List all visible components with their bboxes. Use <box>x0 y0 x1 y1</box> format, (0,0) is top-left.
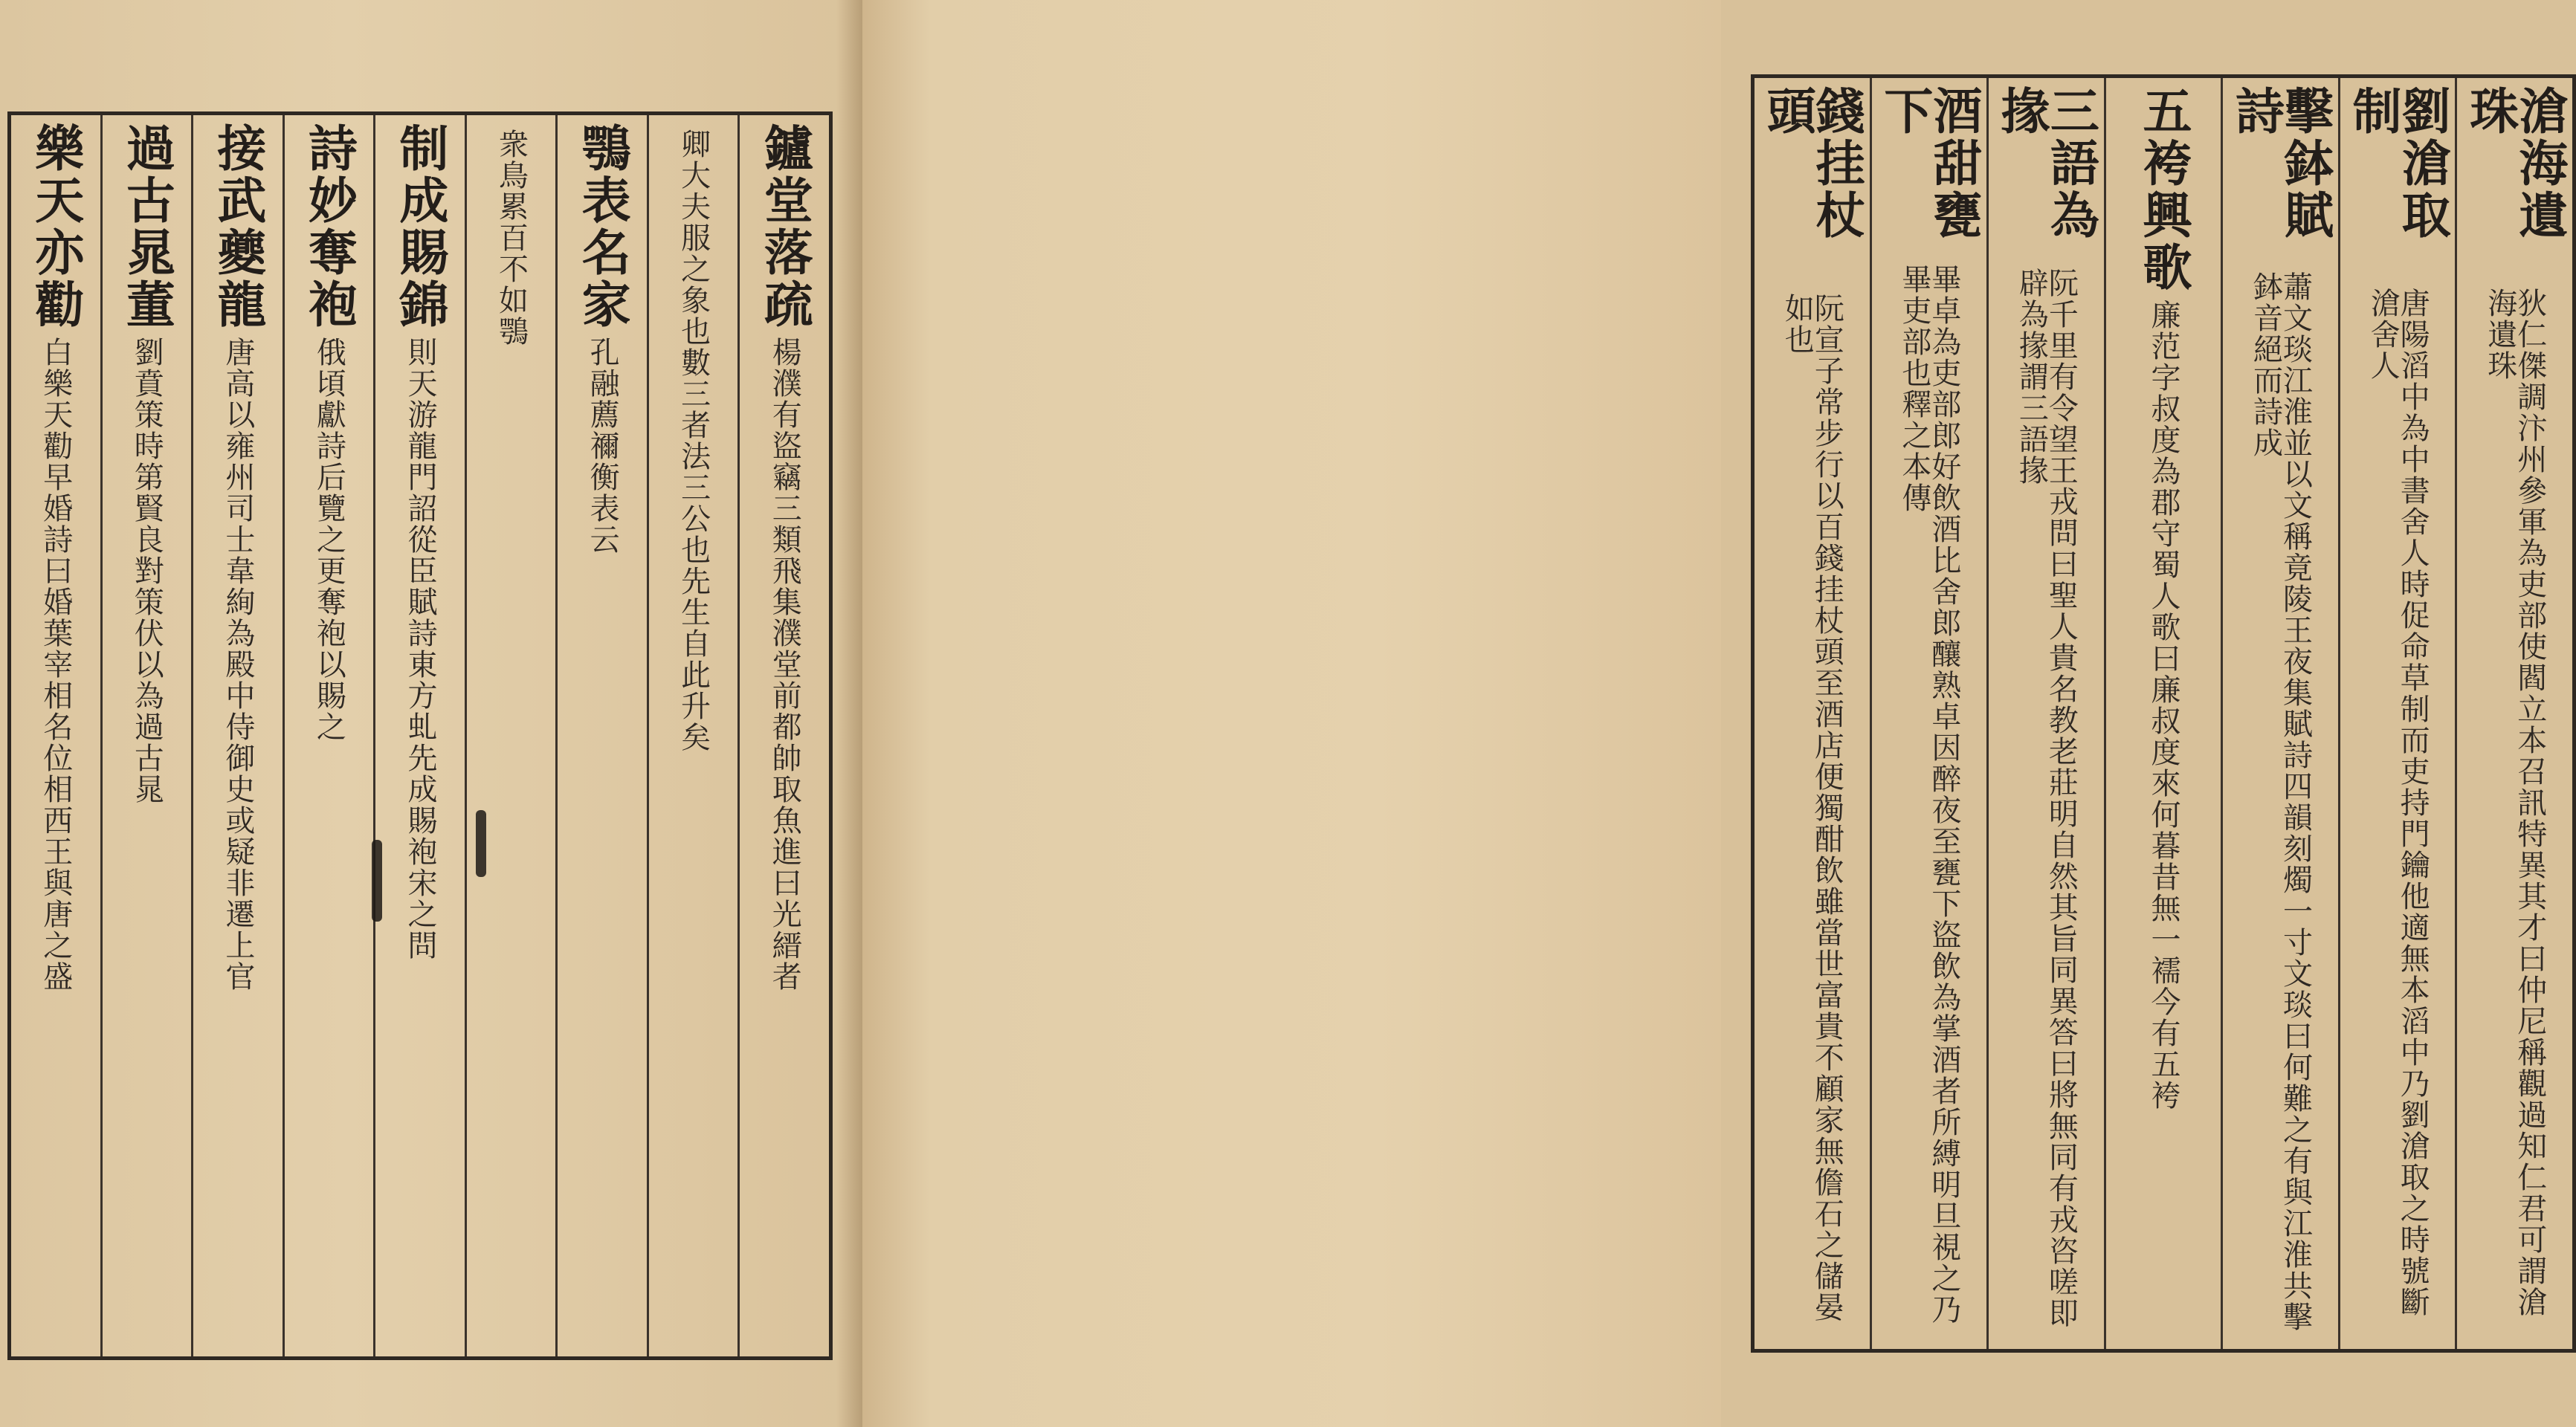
entry-note: 俄頃獻詩后覽之更奪袍以賜之 <box>311 337 346 742</box>
entry-heading: 三語為掾 <box>1992 85 2100 242</box>
entry-heading: 五袴興歌 <box>2134 85 2192 294</box>
left-text-frame <box>7 111 833 1360</box>
left-column-6 <box>283 115 374 1356</box>
right-page <box>862 0 2569 1427</box>
entry-note: 白樂天勸早婚詩曰婚葉宰相名位相西王與唐之盛 <box>38 337 73 992</box>
right-column-5 <box>1986 78 2104 1349</box>
entry-heading: 劉滄取制 <box>2344 85 2452 242</box>
left-column-5 <box>373 115 465 1356</box>
entry-note: 蕭文琰江淮並以文稱竟陵王夜集賦詩四韻刻燭一寸文琰曰何難之有與江淮共擊鉢音絕而詩成 <box>2248 271 2313 1333</box>
entry-note: 阮千里有令望王戎問曰聖人貴名教老莊明自然其旨同異答曰將無同有戎咨嗟即辟為掾謂三語掾 <box>2014 267 2079 1329</box>
entry-heading: 鑪堂落疏 <box>755 123 814 331</box>
right-column-3 <box>2221 78 2338 1349</box>
entry-heading: 鶚表名家 <box>573 123 632 331</box>
left-column-8 <box>100 115 192 1356</box>
entry-heading: 酒甜甕下 <box>1875 85 1983 242</box>
entry-note: 阮宣子常步行以百錢挂杖頭至酒店便獨酣飲雖當世富貴不顧家無儋石之儲晏如也 <box>1780 292 1844 1323</box>
entry-note: 卿大夫服之象也數三者法三公也先生自此升矣 <box>676 129 711 753</box>
entry-note: 唐陽滔中為中書舍人時促命草制而吏持門鑰他適無本滔中乃劉滄取之時號斷滄舍人 <box>2366 288 2430 1318</box>
left-column-9 <box>11 115 100 1356</box>
left-column-2 <box>647 115 738 1356</box>
left-column-1 <box>737 115 829 1356</box>
left-page <box>0 0 862 1427</box>
ink-stain <box>476 810 486 877</box>
entry-heading: 錢挂杖頭 <box>1758 85 1866 242</box>
ink-stain <box>372 840 382 922</box>
entry-note: 廉范字叔度為郡守蜀人歌曰廉叔度來何暮昔無一襦今有五袴 <box>2146 300 2180 1111</box>
entry-heading: 詩妙奪袍 <box>300 123 358 331</box>
right-column-6 <box>1870 78 1987 1349</box>
left-column-3 <box>555 115 647 1356</box>
entry-note: 楊濮有盜竊三類飛集濮堂前都帥取魚進曰光縉者 <box>767 337 802 992</box>
right-column-7 <box>1755 78 1870 1349</box>
right-column-1 <box>2455 78 2572 1349</box>
entry-heading: 擊鉢賦詩 <box>2227 85 2334 242</box>
entry-heading: 滄海遺珠 <box>2461 85 2569 242</box>
left-column-7 <box>191 115 283 1356</box>
entry-note: 衆鳥累百不如鶚 <box>494 129 529 347</box>
entry-heading: 樂天亦勸 <box>26 123 85 331</box>
right-text-frame <box>1751 74 2576 1353</box>
entry-note: 唐高以雍州司士韋絢為殿中侍御史或疑非遷上官 <box>220 337 255 992</box>
entry-heading: 過古晁董 <box>117 123 176 331</box>
entry-note: 則天游龍門詔從臣賦詩東方虬先成賜袍宋之問 <box>402 337 437 961</box>
entry-note: 劉賁策時第賢良對策伏以為過古晁 <box>129 337 164 805</box>
entry-heading: 制成賜錦 <box>390 123 449 331</box>
right-column-4 <box>2104 78 2221 1349</box>
entry-heading: 接武夔龍 <box>208 123 267 331</box>
left-column-4 <box>465 115 556 1356</box>
entry-note: 孔融薦禰衡表云 <box>585 337 620 555</box>
right-column-2 <box>2338 78 2456 1349</box>
entry-note: 畢卓為吏部郎好飲酒比舍郎釀熟卓因醉夜至甕下盜飲為掌酒者所縛明旦視之乃畢吏部也釋之本傳 <box>1897 263 1961 1325</box>
entry-note: 狄仁傑調汴州參軍為吏部使閻立本召訊特異其才曰仲尼稱觀過知仁君可謂滄海遺珠 <box>2482 288 2547 1318</box>
